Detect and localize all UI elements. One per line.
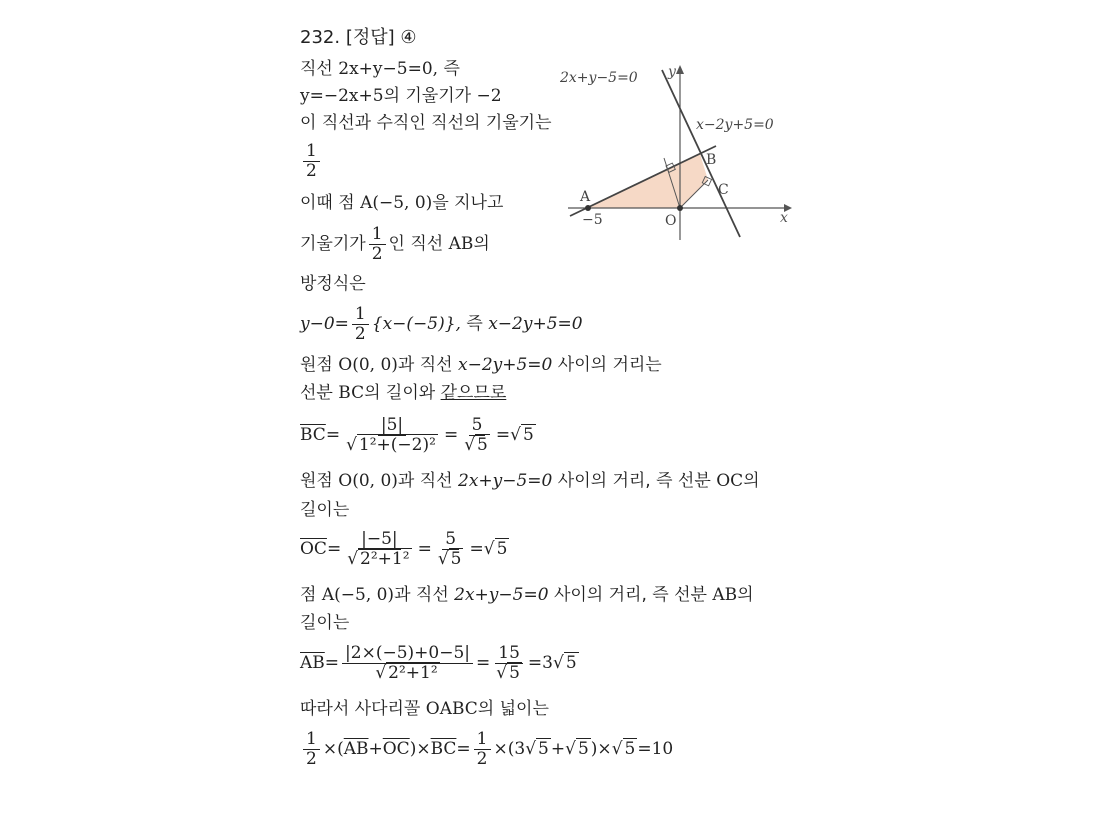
- solution-line-15: 점 A(−5, 0) 과 직선 2x+y−5=0 사이의 거리, 즉 선분 AB 의: [300, 585, 754, 605]
- solution-line-18: 따라서 사다리꼴 OABC 의 넓이는: [300, 699, 549, 719]
- label-point-b: B: [706, 152, 717, 168]
- perpendicular-slope: [300, 139, 323, 183]
- label-point-o: O: [665, 213, 677, 229]
- label-point-a: A: [580, 189, 591, 205]
- answer-tag: [정답]: [345, 27, 395, 48]
- ab-calculation: $\overline{AB}$ = $\frac{|2\times(-5)+0-5|}{\text{√ 2²+1²}}$ = $\frac{15}{√ 5}$ =3 √ 5: [300, 642, 577, 683]
- label-tick-neg5: −5: [582, 212, 603, 228]
- solution-line-10: 선분 BC 의 길이와 같으므로: [300, 383, 507, 403]
- solution-line-2: y=−2x+5 의 기울기가 −2: [300, 86, 502, 106]
- solution-line-16: 길이는: [300, 613, 350, 633]
- solution-line-12: 원점 O(0, 0) 과 직선 2x+y−5=0 사이의 거리, 즉 선분 OC 의: [300, 471, 760, 491]
- point-o-dot: [677, 205, 683, 211]
- solution-line-5: 이때 점 A(−5, 0) 을 지나고: [300, 193, 504, 213]
- line-ab-equation: y−0= $\frac{1}{2}$ {x−(−5)}, 즉 x−2y+5=0: [300, 303, 583, 344]
- solution-line-3: 이 직선과 수직인 직선의 기울기는: [300, 113, 552, 133]
- solution-line-13: 길이는: [300, 500, 350, 520]
- label-x-2y-5: x−2y+5=0: [696, 117, 774, 133]
- bc-calculation: $\overline{BC}$ = $\frac{|5|}{\text{√ 1²+(−2)²}}$ = $\frac{5}{√ 5}$ = √ 5: [300, 414, 534, 455]
- trapezoid-area: $\frac{1}{2}$ ×( $\overline{AB}$ + $\overline{OC}$ )× $\overline{BC}$ = $\frac{1}{2}$ ×(3 √ 5 + √ 5 )× √ 5 = 10: [300, 725, 673, 773]
- solution-line-6: 기울기가 $\frac{1}{2}$ 인 직선 AB 의: [300, 223, 490, 264]
- label-2x-y-5: 2x+y−5=0: [560, 70, 638, 86]
- label-point-c: C: [718, 182, 729, 198]
- solution-line-7: 방정식은: [300, 274, 366, 294]
- answer-value: ④: [400, 27, 417, 48]
- problem-header: [300, 27, 417, 49]
- oc-calculation: $\overline{OC}$ = $\frac{|-5|}{\text{√ 2²+1²}}$ = $\frac{5}{√ 5}$ = √ 5: [300, 528, 508, 569]
- trapezoid-fill: [588, 154, 708, 208]
- solution-line-9: 원점 O(0, 0) 과 직선 x−2y+5=0 사이의 거리는: [300, 355, 662, 375]
- fraction-half: $\frac{1}{2}$: [303, 142, 320, 181]
- coordinate-figure: [558, 62, 798, 242]
- label-x-axis: x: [780, 210, 788, 226]
- point-a-dot: [585, 205, 591, 211]
- solution-line-1: 직선 2x+y−5=0, 즉: [300, 59, 460, 79]
- label-y-axis: y: [668, 64, 676, 80]
- y-axis-arrow: [676, 65, 684, 74]
- problem-number: 232.: [300, 27, 341, 48]
